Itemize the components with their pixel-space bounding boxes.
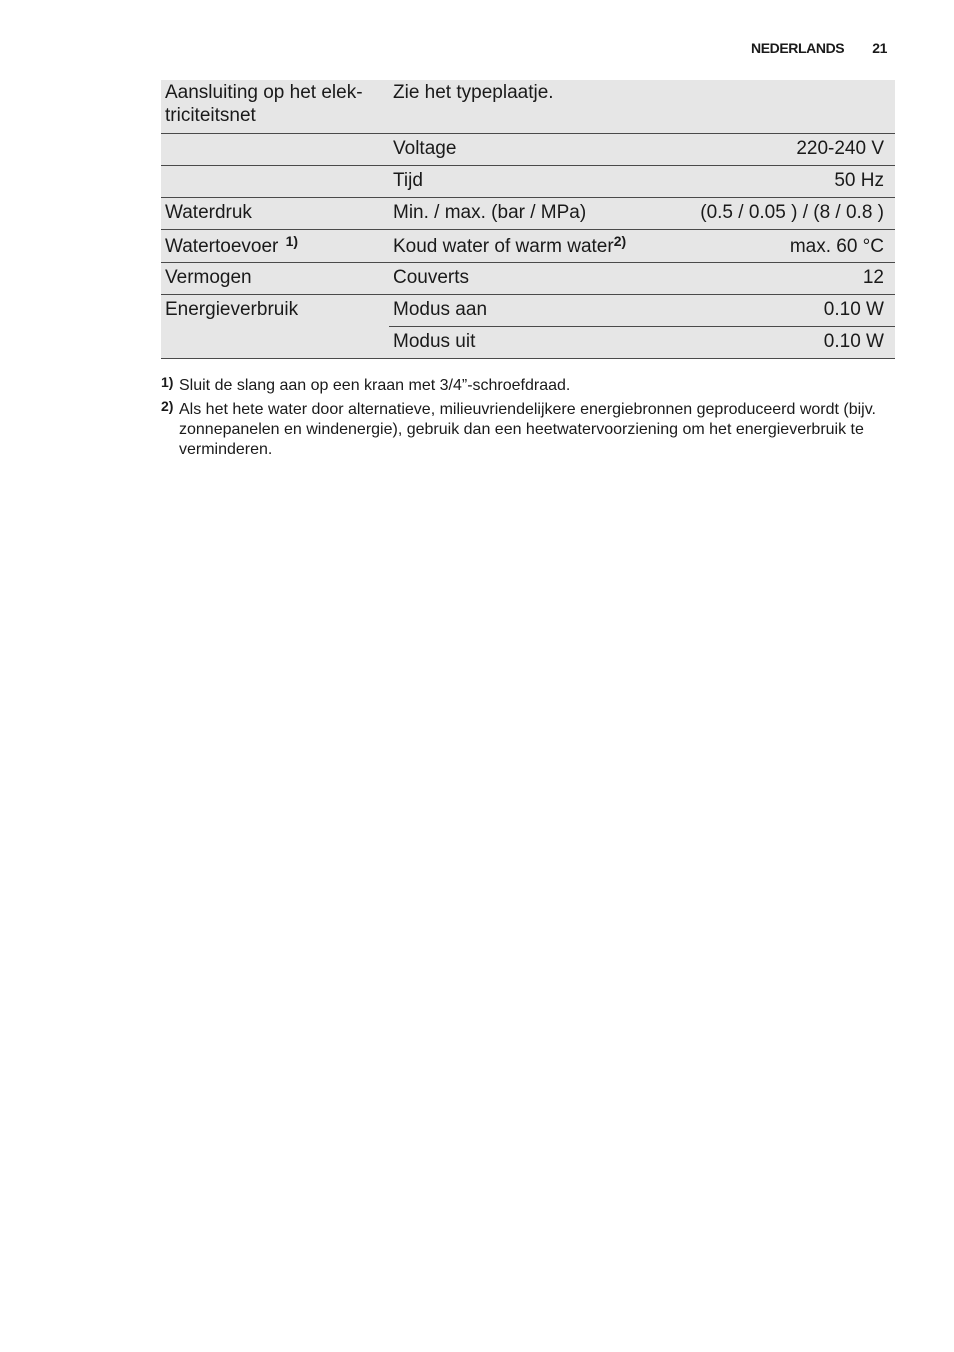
row-value: 50 Hz: [689, 166, 895, 198]
table-row-modus-aan: [161, 295, 895, 327]
row-parameter: Min. / max. (bar / MPa): [389, 198, 689, 230]
footnote-ref: 1): [285, 233, 299, 249]
footnote-2: [161, 400, 895, 460]
row-label: Watertoevoer: [165, 236, 279, 257]
table-row-voltage: [161, 134, 895, 166]
technical-data-table: [161, 80, 895, 359]
row-value: 220-240 V: [689, 134, 895, 166]
row-parameter: Zie het typeplaatje.: [389, 80, 689, 134]
footnote-mark: 1): [161, 374, 174, 390]
row-parameter-cell: [389, 230, 689, 263]
table-row-modus-uit: [161, 327, 895, 359]
footnote-mark: 2): [161, 398, 174, 414]
row-label: Energieverbruik: [165, 299, 299, 320]
row-label: Vermogen: [161, 263, 389, 295]
row-value: 12: [689, 263, 895, 295]
row-value: (0.5 / 0.05 ) / (8 / 0.8 ): [689, 198, 895, 230]
page-number: 21: [872, 40, 887, 56]
footnote-1: [161, 376, 895, 396]
row-label: Aansluiting op het elek- triciteitsnet: [161, 80, 389, 134]
row-value: max. 60 °C: [689, 230, 895, 263]
row-parameter: Tijd: [389, 166, 689, 198]
row-value: [689, 80, 895, 134]
row-value: 0.10 W: [689, 327, 895, 359]
row-label: [161, 134, 389, 166]
language-label: NEDERLANDS: [750, 40, 845, 56]
table-row-tijd: [161, 166, 895, 198]
row-parameter: Couverts: [389, 263, 689, 295]
row-label: Waterdruk: [161, 198, 389, 230]
row-label: [161, 166, 389, 198]
row-value: 0.10 W: [689, 295, 895, 327]
footnote-ref: 2): [613, 233, 627, 249]
row-label: [161, 327, 389, 359]
row-parameter: Modus uit: [389, 327, 689, 359]
footnote-text: Als het hete water door alternatieve, milieuvriendelijkere energiebronnen geproduceerd wordt (bijv. zonnepanelen en windenergie), gebruik dan een heetwatervoorziening om het energieverbruik te verminderen.: [179, 401, 876, 458]
row-parameter: Voltage: [389, 134, 689, 166]
row-parameter: Modus aan: [389, 295, 689, 327]
footnote-text: Sluit de slang aan op een kraan met 3/4”-schroefdraad.: [179, 377, 571, 394]
row-parameter: Koud water of warm water: [393, 236, 614, 257]
row-label-cell: [161, 230, 389, 263]
table-row-vermogen: [161, 263, 895, 295]
footnotes: [161, 376, 895, 464]
table-row-aansluiting: [161, 80, 895, 134]
table-row-waterdruk: [161, 198, 895, 230]
table-row-watertoevoer: [161, 230, 895, 263]
page-header: [751, 40, 887, 56]
